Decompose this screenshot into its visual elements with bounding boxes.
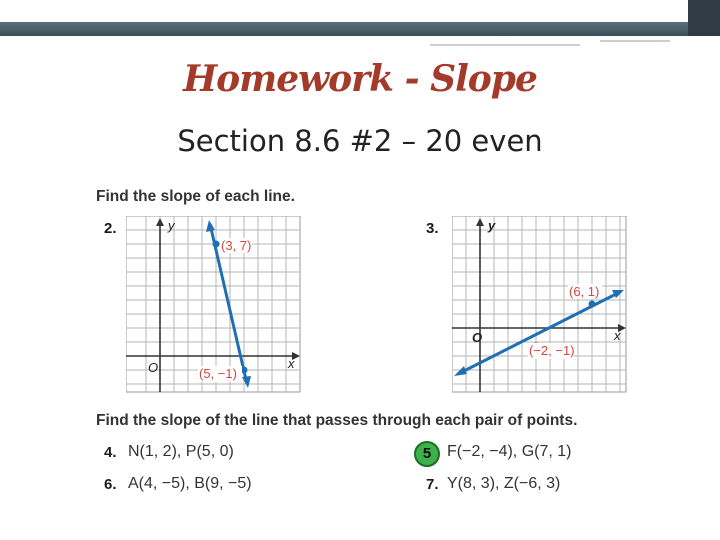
item-5-points: F(−2, −4), G(7, 1)	[447, 443, 572, 460]
problem-2-graph	[126, 216, 302, 394]
item-5-number-circle: 5	[414, 441, 440, 467]
item-4-points: N(1, 2), P(5, 0)	[128, 443, 234, 460]
origin-label: O	[472, 330, 483, 345]
point-6-1	[589, 301, 596, 308]
top-banner-bar	[0, 22, 720, 36]
item-7-number: 7.	[426, 476, 439, 493]
x-axis-label: x	[614, 328, 621, 343]
instruction-slope-through-points: Find the slope of the line that passes through each pair of points.	[96, 412, 578, 429]
point-3-7	[213, 241, 220, 248]
point-label-6-1: (6, 1)	[569, 284, 600, 299]
problem-3-number: 3.	[426, 220, 439, 237]
top-banner-corner	[688, 0, 720, 36]
y-axis-label: y	[488, 218, 496, 233]
item-6-points: A(4, −5), B(9, −5)	[128, 475, 252, 492]
item-4-number: 4.	[104, 444, 117, 461]
point-label-3-7: (3, 7)	[221, 238, 252, 253]
point-label-neg2-neg1: (−2, −1)	[529, 343, 575, 358]
item-7-points: Y(8, 3), Z(−6, 3)	[447, 475, 561, 492]
banner-accent-line	[430, 44, 580, 46]
y-axis-label: y	[168, 218, 175, 233]
problem-2-number: 2.	[104, 220, 117, 237]
banner-accent-line	[600, 40, 670, 42]
problem-3-graph	[452, 216, 628, 394]
instruction-slope-of-line: Find the slope of each line.	[96, 188, 295, 205]
item-6-number: 6.	[104, 476, 117, 493]
origin-label: O	[148, 360, 159, 375]
slide-subtitle: Section 8.6 #2 – 20 even	[177, 124, 543, 158]
x-axis-label: x	[288, 356, 295, 371]
point-label-5-neg1: (5, −1)	[199, 366, 237, 381]
slide-title: Homework - Slope	[183, 58, 537, 100]
